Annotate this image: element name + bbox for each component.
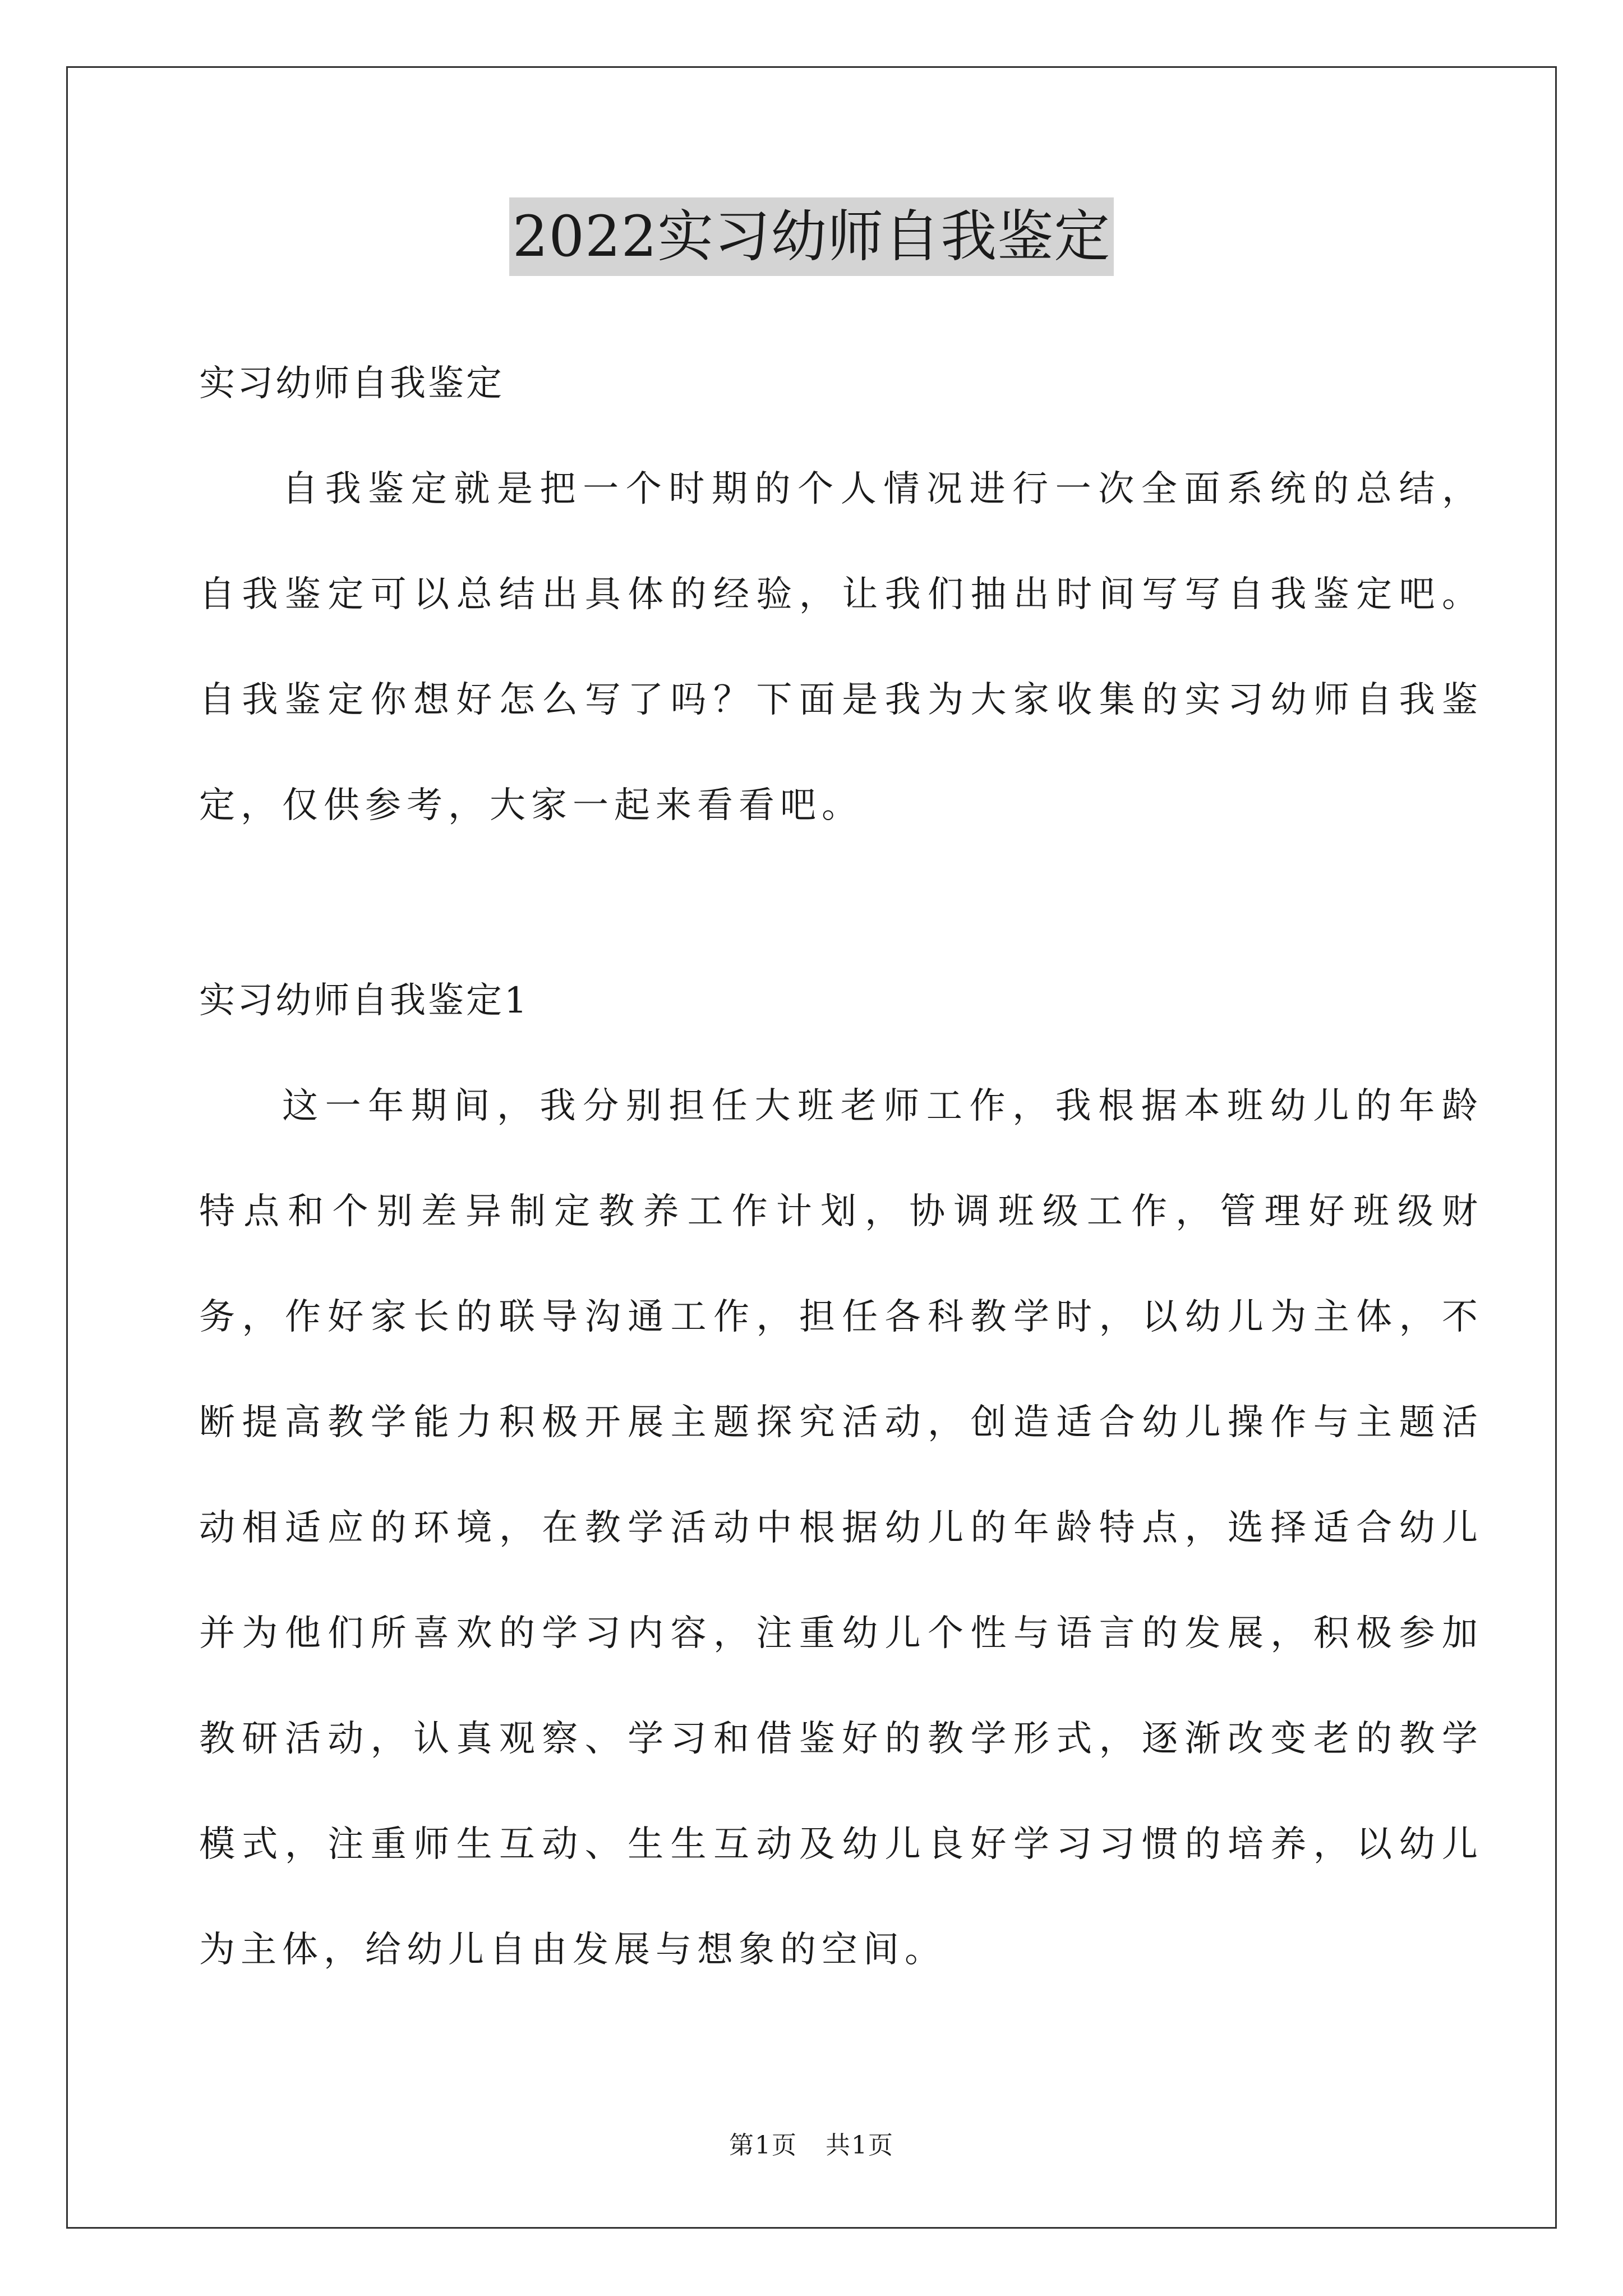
page-number-current: 第1页: [729, 2131, 797, 2160]
section-paragraph: 这一年期间，我分别担任大班老师工作，我根据本班幼儿的年龄特点和个别差异制定教养工作计划，协调班级工作，管理好班级财务，作好家长的联导沟通工作，担任各科教学时，以幼儿为主体，不断提高教学能力积极开展主题探究活动，创造适合幼儿操作与主题活动相适应的环境，在教学活动中根据幼儿的年龄特点，选择适合幼儿并为他们所喜欢的学习内容，注重幼儿个性与语言的发展，积极参加教研活动，认真观察、学习和借鉴好的教学形式，逐渐改变老的教学模式，注重师生互动、生生互动及幼儿良好学习习惯的培养，以幼儿为主体，给幼儿自由发展与想象的空间。: [199, 1085, 1483, 1971]
section-spacer: [199, 858, 1483, 948]
page-footer: [0, 2129, 1623, 2162]
document-body: [199, 331, 1483, 2003]
intro-paragraph: 自我鉴定就是把一个时期的个人情况进行一次全面系统的总结，自我鉴定可以总结出具体的经验，让我们抽出时间写写自我鉴定吧。自我鉴定你想好怎么写了吗？下面是我为大家收集的实习幼师自我鉴定，仅供参考，大家一起来看看吧。: [199, 468, 1483, 826]
document-subtitle: 实习幼师自我鉴定: [199, 363, 504, 404]
title-container: [0, 197, 1623, 276]
section-heading: 实习幼师自我鉴定1: [199, 980, 529, 1022]
document-title: 2022实习幼师自我鉴定: [509, 197, 1114, 276]
page-number-total: 共1页: [826, 2131, 894, 2160]
